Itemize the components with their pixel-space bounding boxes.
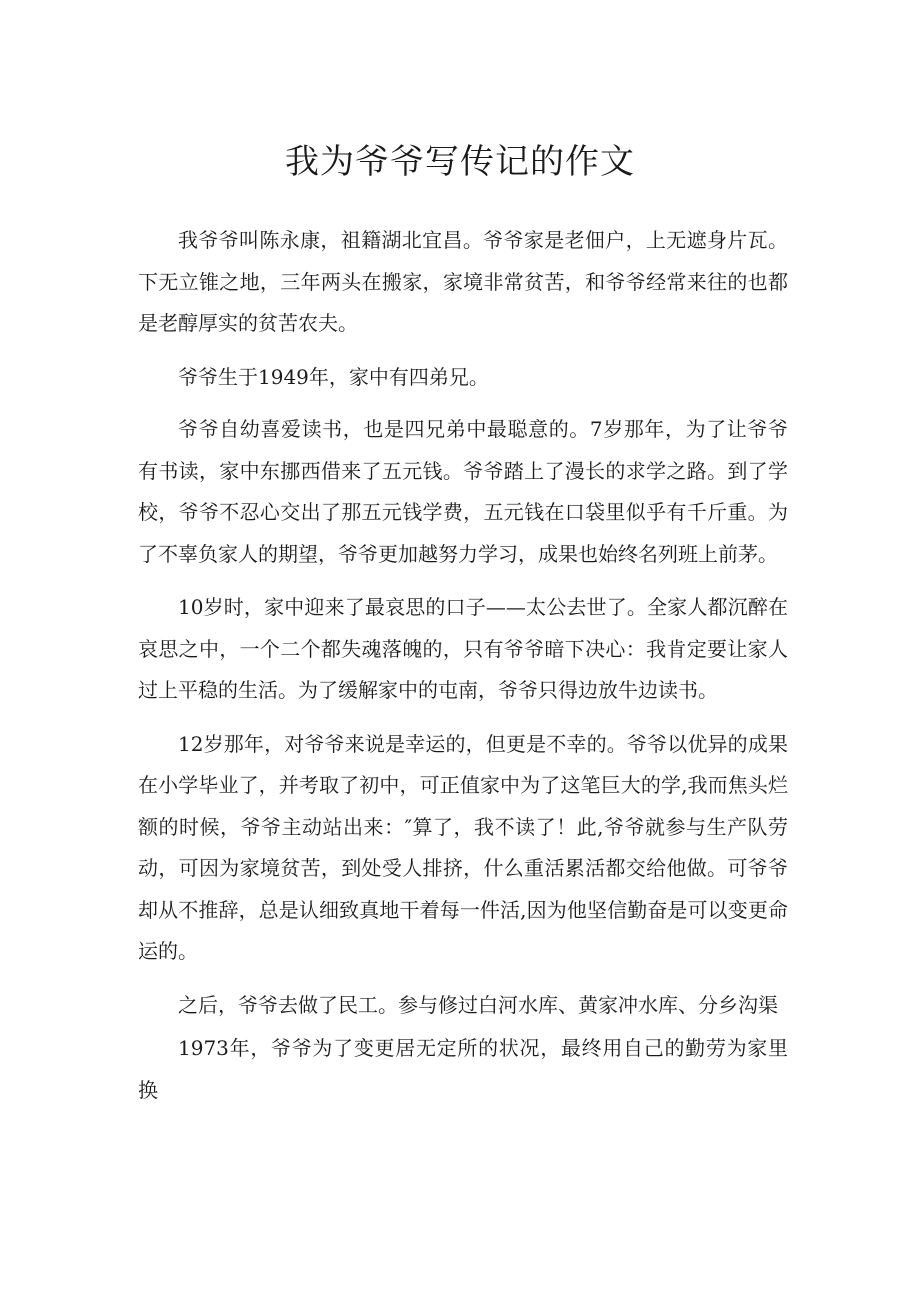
document-body [138, 220, 788, 1123]
paragraph-3: 爷爷自幼喜爱读书，也是四兄弟中最聪意的。7岁那年，为了让爷爷有书读，家中东挪西借来了五元钱。爷爷踏上了漫长的求学之路。到了学校，爷爷不忍心交出了那五元钱学费，五元钱在口袋里似乎有千斤重。为了不辜负家人的期望，爷爷更加越努力学习，成果也始终名列班上前茅。 [138, 417, 788, 566]
paragraph-4: 10岁时，家中迎来了最哀思的口子——太公去世了。全家人都沉醉在哀思之中，一个二个都失魂落魄的，只有爷爷暗下决心：我肯定要让家人过上平稳的生活。为了缓解家中的屯南，爷爷只得边放牛边读书。 [138, 595, 788, 702]
paragraph-1: 我爷爷叫陈永康，祖籍湖北宜昌。爷爷家是老佃户，上无遮身片瓦。下无立锥之地，三年两头在搬家，家境非常贫苦，和爷爷经常来往的也都是老醇厚实的贫苦农夫。 [138, 228, 788, 335]
document-title: 我为爷爷写传记的作文 [285, 142, 635, 182]
paragraph-7: 1973年，爷爷为了变更居无定所的状况，最终用自己的勤劳为家里换 [138, 1036, 788, 1102]
paragraph-5: 12岁那年，对爷爷来说是幸运的，但更是不幸的。爷爷以优异的成果在小学毕业了，并考取了初中，可正值家中为了这笔巨大的学,我而焦头烂额的时候，爷爷主动站出来：″算了，我不读了！此,爷爷就参与生产队劳动，可因为家境贫苦，到处受人排挤，什么重活累活都交给他做。可爷爷却从不推辞，总是认细致真地干着每一件活,因为他坚信勤奋是可以变更命运的。 [138, 731, 788, 963]
paragraph-2: 爷爷生于1949年，家中有四弟兄。 [178, 364, 489, 389]
paragraph-6: 之后，爷爷去做了民工。参与修过白河水库、黄家冲水库、分乡沟渠 [178, 992, 778, 1017]
